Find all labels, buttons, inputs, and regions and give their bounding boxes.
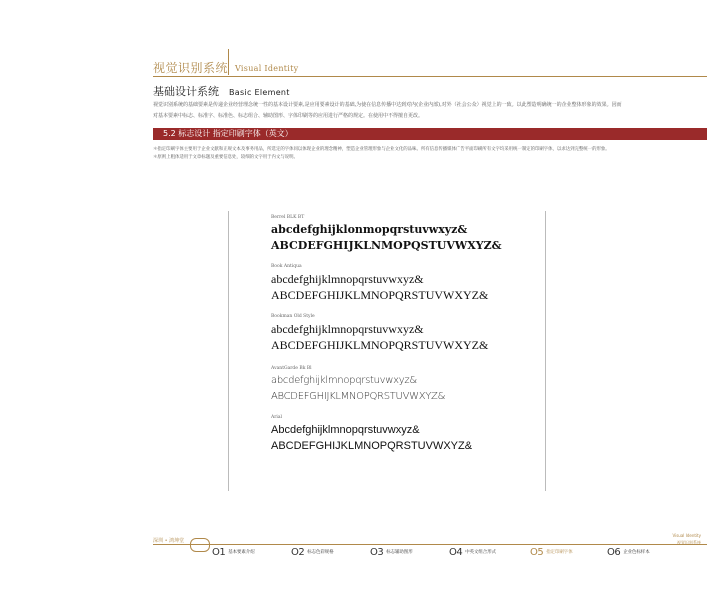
font-lowercase: abcdefghijklmnopqrstuvwxyz&	[271, 272, 424, 286]
note-item: ＊原则上粗体适用于文章标题及重要信息处，较细的文字用于内文与说明。	[153, 154, 298, 160]
notes	[153, 146, 623, 161]
nav-item-06[interactable]: O6 企业色标样本	[607, 547, 650, 558]
footer-badge-en: Visual Identity	[672, 533, 701, 538]
font-lowercase: Abcdefghijklmnopqrstuvwxyz&	[271, 424, 420, 436]
footer-badge	[672, 532, 701, 546]
font-name: AvantGarde Bk Bl	[271, 366, 312, 371]
font-specimen	[271, 215, 502, 254]
nav-item-03[interactable]: O3 标志辅助图形	[370, 547, 413, 558]
font-specimen	[271, 314, 488, 353]
font-uppercase: ABCDEFGHIJKLMNOPQRSTUVWXYZ&	[271, 338, 489, 352]
font-name: Book Antiqua	[271, 264, 302, 269]
font-name: Arial	[271, 415, 282, 420]
header-divider	[228, 49, 229, 75]
nav-item-05[interactable]: O5 指定印刷字体	[530, 547, 573, 558]
header-title: 视觉识别系统	[153, 61, 229, 75]
font-uppercase: ABCDEFGHIJKLNMOPQSTUVWXYZ&	[271, 239, 502, 252]
font-lowercase: abcdefghijklmnopqrstuvwxyz&	[271, 375, 417, 386]
font-uppercase: ABCDEFGHIJKLMNOPQRSTUVWXYZ&	[271, 391, 446, 402]
font-lowercase: abcdefghijklmnopqrstuvwxyz&	[271, 322, 424, 336]
font-lowercase: abcdefghijklonmopqrstuvwxyz&	[271, 223, 468, 236]
nav-item-04[interactable]: O4 中英文组合形式	[449, 547, 496, 558]
font-name: Bookman Old Style	[271, 314, 315, 319]
header-subtitle: Visual Identity	[235, 64, 299, 73]
section-title-en: Basic Element	[229, 88, 290, 97]
section-band	[153, 128, 707, 140]
band-label: 5.2 标志设计 指定印刷字体（英文）	[163, 129, 293, 138]
section-intro: 视觉识别系统的基础要素是传递企业经营理念统一性的基本设计要素,是应用要素设计的基础,为使在信息传播中达到对内(企业内部),对外（社会公众）视觉上的一致。以此塑造明确统一的企业整体形象的效果。因而对基本要素中标志、标准字、标准色、标志组合、辅助图形、字体印刷等的应用进行严格的规定。在使用中不得擅自更改。	[153, 102, 622, 119]
nav-item-01[interactable]: O1 基本要素介绍	[212, 547, 255, 558]
section-title	[153, 83, 290, 99]
note-item: ＊指定印刷字体主要用于企业文献和正规文本及事务用品，所选定的字体同以体现企业的理念精神，塑造企业管理形象与企业文化的品味。所有信息传播媒体广告平面印刷所有文字均采用统一制定的印刷字体，以求达到完整统一的形象。	[153, 147, 610, 152]
font-specimen	[271, 415, 472, 454]
footer-brand: 深圳 • 鸿坤堂	[153, 538, 185, 544]
font-specimen	[271, 264, 488, 303]
header-rule	[153, 76, 707, 77]
footer-badge-cn: 视觉识别系统	[677, 540, 701, 545]
nav-item-02[interactable]: O2 标志色彩规格	[291, 547, 334, 558]
font-uppercase: ABCDEFGHIJKLMNOPQRSTUVWXYZ&	[271, 288, 489, 302]
section-title-cn: 基础设计系统	[153, 85, 219, 98]
font-specimen	[271, 366, 445, 405]
font-specimen-sheet	[228, 211, 546, 491]
font-name: Berrel BLK BT	[271, 215, 305, 220]
footer-swirl-ornament	[190, 538, 210, 552]
font-uppercase: ABCDEFGHIJKLMNOPQRSTUVWXYZ&	[271, 440, 473, 452]
